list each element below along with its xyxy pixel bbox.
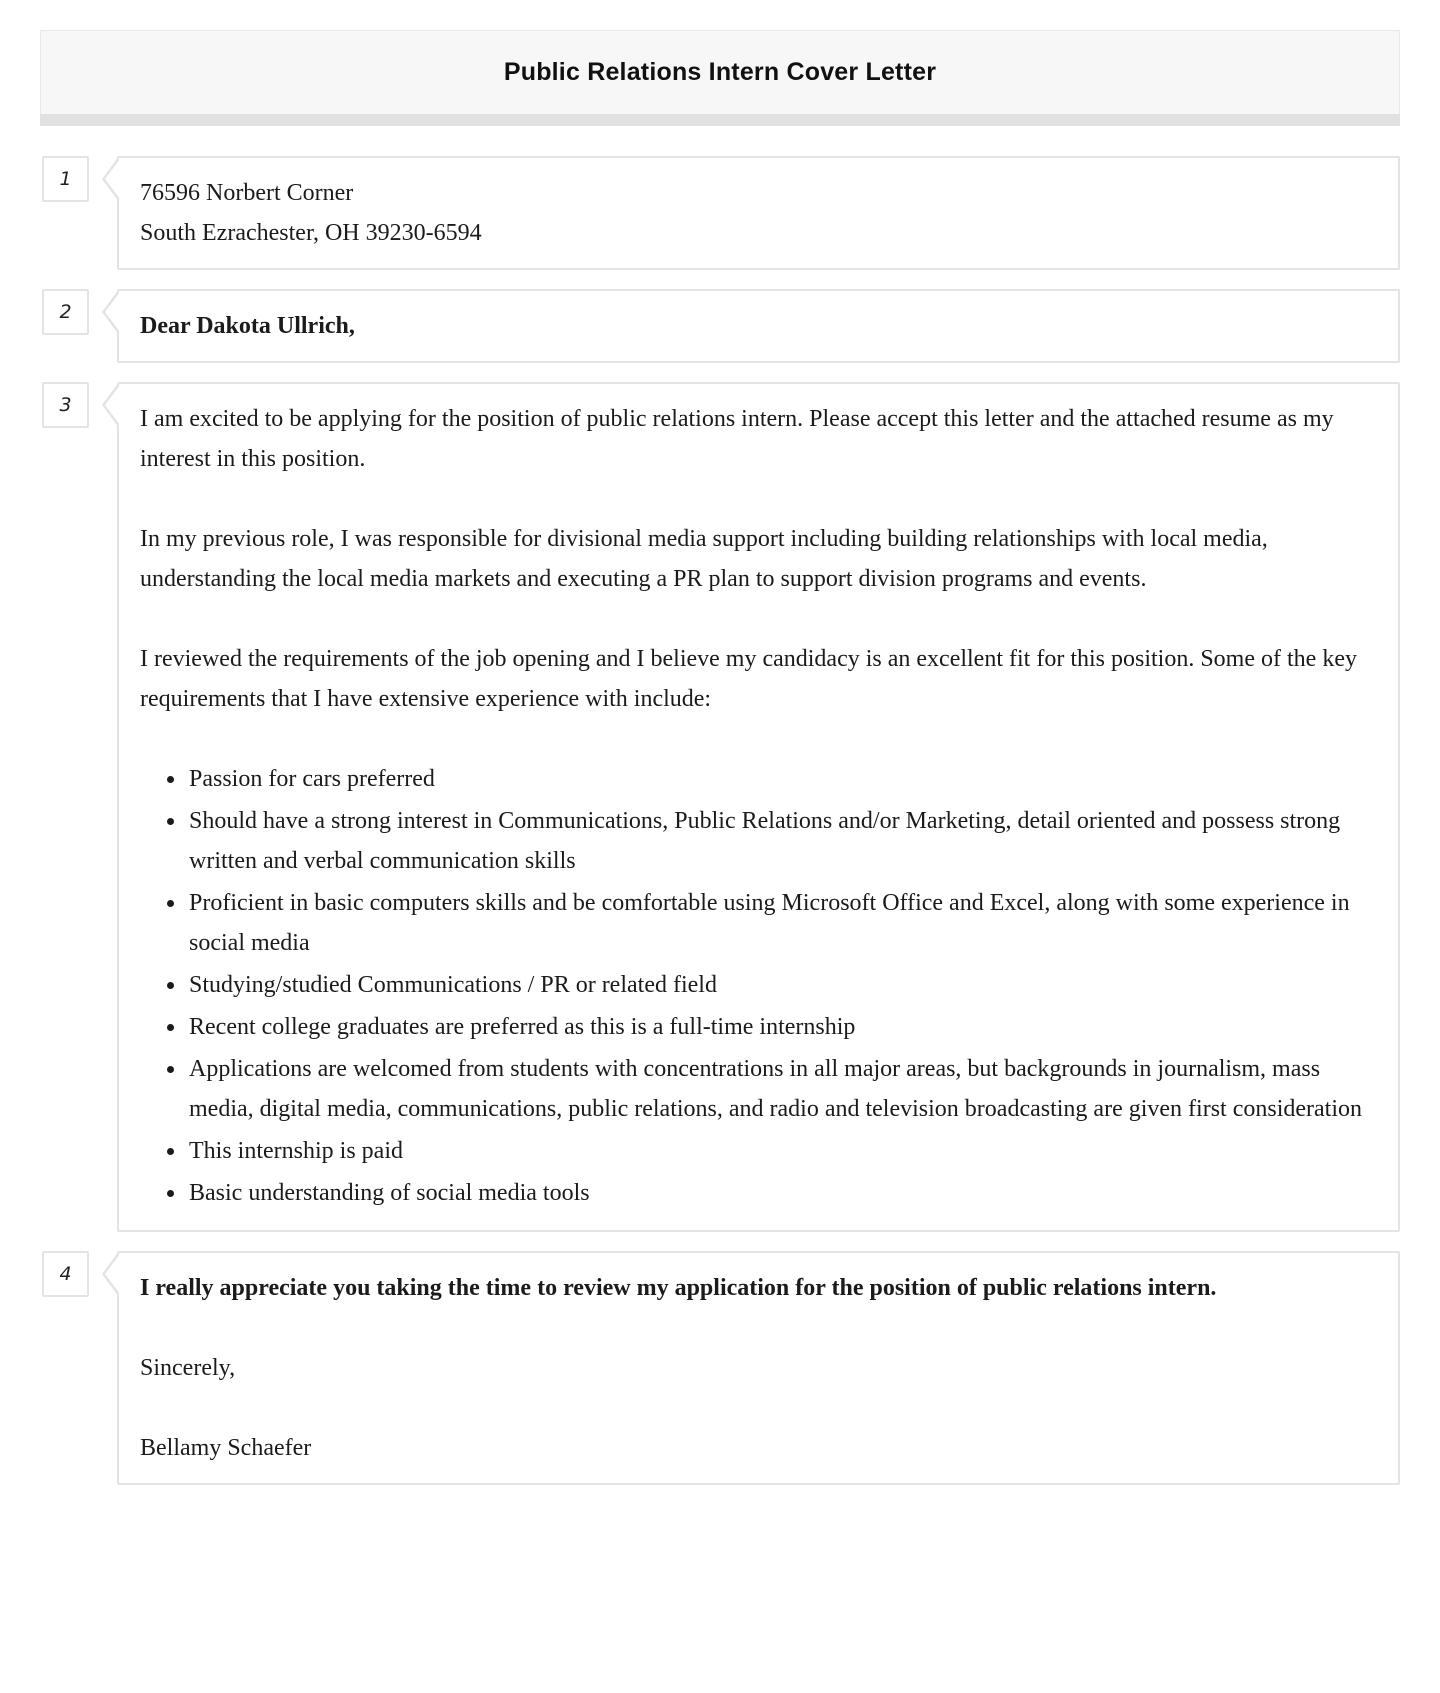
address-line-1: 76596 Norbert Corner — [140, 180, 354, 206]
closing-signature: Bellamy Schaefer — [140, 1435, 312, 1461]
requirement-item: • Applications are welcomed from students with concentrations in all major areas, but backgrounds in journalism, mass media, digital media, communications, public relations, and radio and television broadcasting are given first consideration — [187, 1049, 1376, 1129]
section-number-badge — [42, 289, 89, 335]
document-title: Public Relations Intern Cover Letter — [503, 58, 937, 86]
document-header-box — [40, 30, 1400, 114]
section-number: 4 — [59, 1263, 72, 1285]
letter-sections — [59, 156, 1400, 1485]
requirements-list — [140, 759, 1376, 1213]
requirement-item: • Proficient in basic computers skills and be comfortable using Microsoft Office and Excel, along with some experience in social media — [187, 883, 1376, 963]
section-body — [59, 382, 1400, 1232]
requirement-item: • Basic understanding of social media tools — [187, 1173, 1376, 1213]
body-paragraph: I reviewed the requirements of the job opening and I believe my candidacy is an excellent fit for this position. Some of the key requirements that I have extensive experience with include: — [140, 646, 1357, 712]
closing-appreciation: I really appreciate you taking the time to review my application for the position of public relations intern. — [140, 1275, 1217, 1301]
section-greeting — [59, 289, 1400, 363]
header-shadow-strip — [40, 114, 1400, 126]
section-number: 1 — [59, 168, 72, 190]
requirement-item: • Recent college graduates are preferred as this is a full-time internship — [187, 1007, 1376, 1047]
section-number-badge — [42, 382, 89, 428]
requirement-item: • Studying/studied Communications / PR or related field — [187, 965, 1376, 1005]
section-number: 3 — [59, 394, 72, 416]
requirement-item: • Should have a strong interest in Communications, Public Relations and/or Marketing, detail oriented and possess strong written and verbal communication skills — [187, 801, 1376, 881]
section-closing — [59, 1251, 1400, 1485]
section-address — [59, 156, 1400, 270]
section-number-badge — [42, 1251, 89, 1297]
section-number-badge — [42, 156, 89, 202]
requirement-item: • Passion for cars preferred — [187, 759, 1376, 799]
body-paragraph: I am excited to be applying for the position of public relations intern. Please accept this letter and the attached resume as my interest in this position. — [140, 406, 1334, 472]
address-line-2: South Ezrachester, OH 39230-6594 — [140, 220, 482, 246]
greeting-text: Dear Dakota Ullrich, — [140, 313, 355, 339]
document-header — [40, 30, 1400, 126]
body-paragraph: In my previous role, I was responsible for divisional media support including building relationships with local media, understanding the local media markets and executing a PR plan to support division programs and events. — [140, 526, 1268, 592]
closing-signoff: Sincerely, — [140, 1355, 236, 1381]
section-number: 2 — [59, 301, 72, 323]
requirement-item: • This internship is paid — [187, 1131, 1376, 1171]
